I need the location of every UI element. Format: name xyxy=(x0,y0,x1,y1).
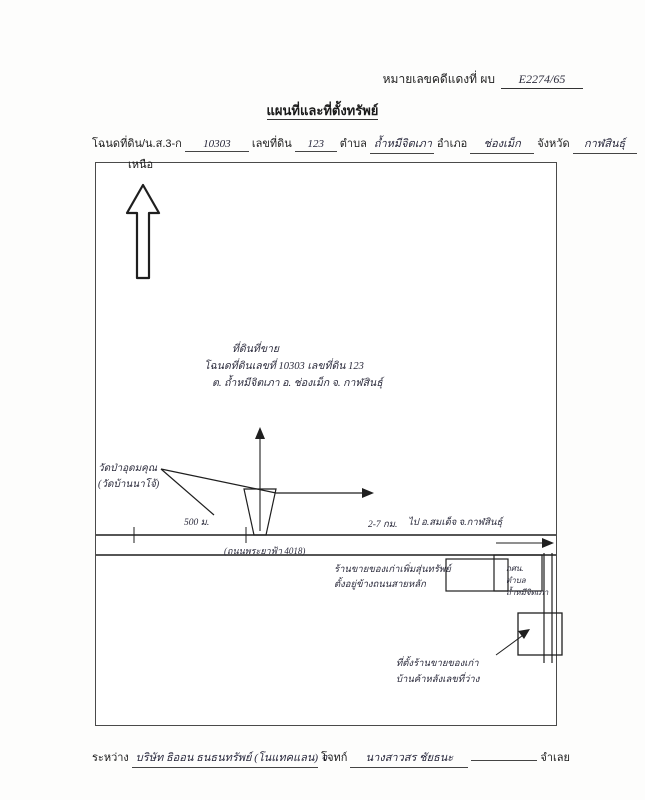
district-label: อำเภอ xyxy=(436,138,468,150)
district-value: ช่องเม็ก xyxy=(470,134,534,154)
between-label: ระหว่าง xyxy=(92,752,129,764)
plot-annotation-line1: ที่ดินที่ขาย xyxy=(232,344,280,355)
road-name-label: (ถนนพระยาฟ้า 4018) xyxy=(224,546,306,556)
direction-to-town-label: ไป อ.สมเด็จ จ.กาฬสินธุ์ xyxy=(408,518,503,528)
shop-annotation xyxy=(334,563,451,593)
north-arrow-icon xyxy=(126,185,160,280)
page-title xyxy=(0,100,645,121)
province-value: กาฬสินธุ์ xyxy=(573,134,637,154)
shop-annotation-line1: ร้านขายของเก่าเพิ่มสุ่นทรัพย์ xyxy=(334,565,451,575)
target-property-annotation xyxy=(396,656,479,688)
plot-annotation-line3: ต. ถ้ำหมีจิตเภา อ. ช่องเม็ก จ. กาฬสินธุ์ xyxy=(212,378,383,389)
map-drawing-frame xyxy=(95,159,557,726)
subdistrict-value: ถ้ำหมีจิตเภา xyxy=(370,134,434,154)
parcel-value: 123 xyxy=(295,138,337,152)
north-label: เหนือ xyxy=(128,159,154,171)
temple-annotation xyxy=(98,461,159,493)
parcel-label: เลขที่ดิน xyxy=(251,138,292,150)
plot-annotation xyxy=(204,341,383,392)
defendant-extra-value xyxy=(471,759,537,761)
case-number-label: หมายเลขคดีแดงที่ ผบ xyxy=(382,72,495,86)
deed-label: โฉนดที่ดิน/น.ส.3-ก xyxy=(92,138,182,150)
target-property-line2: บ้านค้าหลังเลขที่ว่าง xyxy=(396,675,480,685)
kosonor-box-label xyxy=(506,563,548,599)
shop-annotation-line2: ตั้งอยู่ข้างถนนสายหลัก xyxy=(334,580,426,590)
plaintiff-value: บริษัท ธิออน ธนธนทรัพย์ (โนแทคแลน) จ xyxy=(132,748,318,768)
subdistrict-label: ตำบล xyxy=(339,138,367,150)
main-road-lines xyxy=(96,163,556,725)
deed-value: 10303 xyxy=(185,138,249,152)
parties-footer-row xyxy=(92,748,570,768)
property-field-row xyxy=(92,134,626,154)
case-number-row xyxy=(383,70,583,89)
plaintiff-label: โจทก์ xyxy=(321,752,348,764)
distance-left-label: 500 ม. xyxy=(184,518,210,528)
temple-annotation-line2: (วัดบ้านนาโจ้) xyxy=(98,479,160,490)
defendant-label: จำเลย xyxy=(540,752,570,764)
kosonor-box-line1: กศน. xyxy=(506,564,524,573)
kosonor-box-line3: ถ้ำหมีจิตเภา xyxy=(506,588,549,597)
target-property-line1: ที่ตั้งร้านขายของเก่า xyxy=(396,659,479,669)
case-number-value: E2274/65 xyxy=(501,72,583,89)
distance-right-label: 2-7 กม. xyxy=(368,520,398,530)
province-label: จังหวัด xyxy=(537,138,570,150)
kosonor-box-line2: ตำบล xyxy=(506,576,526,585)
temple-annotation-line1: วัดป่าอุดมคุณ xyxy=(98,463,158,474)
page-title-text: แผนที่และที่ตั้งทรัพย์ xyxy=(266,103,379,118)
plot-annotation-line2: โฉนดที่ดินเลขที่ 10303 เลขที่ดิน 123 xyxy=(204,361,364,372)
defendant-value: นางสาวสร ชัยธนะ xyxy=(350,748,468,768)
